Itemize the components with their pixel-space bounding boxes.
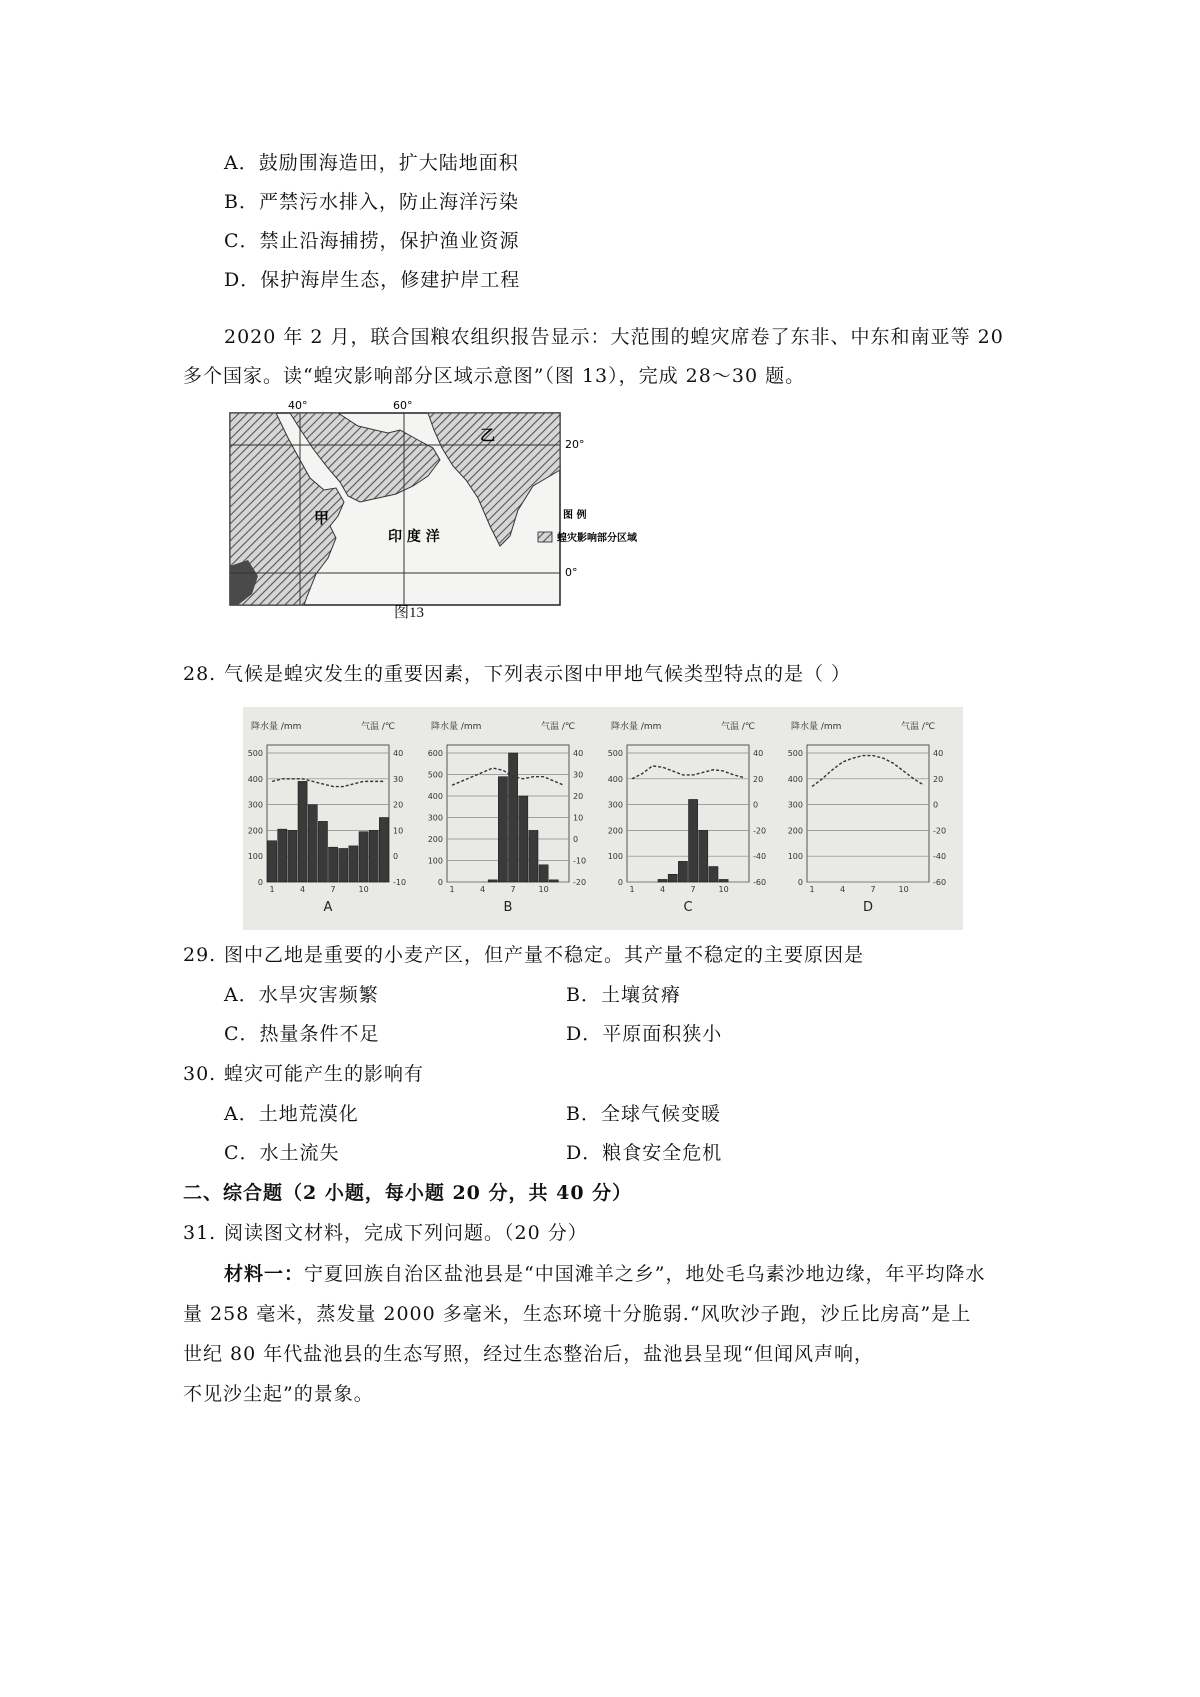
q30-number: 30.	[183, 1063, 217, 1085]
month-tick-A: 7	[330, 885, 336, 894]
precip-tick-B: 100	[427, 856, 443, 866]
q31-material-line-2: 量 258 毫米，蒸发量 2000 多毫米，生态环境十分脆弱.“风吹沙子跑，沙丘比房高”是上	[183, 1303, 972, 1325]
precip-tick-C: 400	[607, 774, 623, 784]
chart-label-D: D	[862, 900, 874, 915]
month-tick-C: 10	[718, 885, 729, 894]
right-axis-title-B: 气温 /℃	[541, 722, 576, 732]
month-tick-B: 7	[510, 885, 516, 894]
precip-bar-B	[498, 777, 507, 882]
month-tick-D: 4	[840, 885, 846, 894]
locust-map-figure	[228, 398, 720, 623]
temp-tick-A: -10	[393, 878, 407, 887]
right-axis-title-D: 气温 /℃	[901, 722, 936, 732]
left-axis-title-A: 降水量 /mm	[251, 722, 302, 732]
precip-tick-B: 500	[427, 770, 443, 780]
temp-tick-C: 0	[753, 800, 759, 810]
temp-tick-D: -20	[933, 826, 947, 836]
intro-line-2: 多个国家。读“蝗灾影响部分区域示意图”（图 13），完成 28～30 题。	[183, 365, 806, 387]
left-axis-title-D: 降水量 /mm	[791, 722, 842, 732]
map-legend-item: 蝗灾影响部分区域	[557, 533, 637, 544]
plot-frame-D	[807, 745, 929, 882]
map-lat-20: 20°	[565, 438, 585, 451]
q29-number: 29.	[183, 944, 217, 966]
precip-tick-A: 0	[257, 878, 263, 887]
month-tick-D: 7	[870, 885, 876, 894]
precip-bar-A	[379, 818, 388, 883]
precip-tick-A: 400	[247, 774, 263, 784]
precip-bar-C	[709, 867, 718, 882]
temp-tick-C: 40	[753, 749, 764, 758]
precip-bar-B	[539, 865, 548, 882]
climate-charts	[243, 707, 963, 930]
month-tick-D: 10	[898, 885, 909, 894]
precip-bar-A	[268, 841, 277, 882]
precip-bar-B	[519, 796, 528, 882]
intro-line-1: 2020 年 2 月，联合国粮农组织报告显示：大范围的蝗灾席卷了东非、中东和南亚等 20	[224, 326, 1004, 348]
precip-bar-A	[318, 821, 327, 882]
precip-tick-D: 500	[787, 749, 803, 758]
q28-number: 28.	[183, 663, 217, 685]
right-axis-title-C: 气温 /℃	[721, 722, 756, 732]
precip-tick-B: 200	[427, 835, 443, 844]
precip-tick-B: 300	[427, 813, 443, 823]
map-label-jia: 甲	[314, 509, 330, 527]
option-a-top: A．鼓励围海造田，扩大陆地面积	[224, 152, 519, 174]
map-label-yi: 乙	[480, 426, 496, 444]
month-tick-C: 7	[690, 885, 696, 894]
temp-tick-A: 10	[393, 826, 404, 836]
chart-label-A: A	[323, 900, 333, 915]
q30-text: 蝗灾可能产生的影响有	[224, 1063, 425, 1085]
precip-tick-C: 100	[607, 852, 623, 862]
map-ocean-label: 印 度 洋	[388, 529, 440, 545]
temp-tick-A: 30	[393, 774, 404, 784]
temp-line-C	[632, 766, 744, 779]
q29-option-a: A．水旱灾害频繁	[224, 984, 379, 1006]
temp-tick-C: 20	[753, 774, 764, 784]
temp-tick-C: -60	[753, 878, 767, 887]
month-tick-B: 10	[538, 885, 549, 894]
precip-bar-A	[339, 848, 348, 882]
chart-label-C: C	[683, 900, 693, 915]
precip-bar-C	[658, 879, 667, 882]
precip-bar-C	[689, 799, 698, 882]
temp-tick-C: -20	[753, 826, 767, 836]
temp-tick-A: 40	[393, 749, 404, 758]
precip-tick-B: 600	[427, 749, 443, 758]
temp-line-B	[452, 768, 564, 785]
temp-tick-A: 0	[393, 852, 399, 862]
q29-option-c: C．热量条件不足	[224, 1023, 380, 1045]
precip-bar-B	[509, 753, 518, 882]
precip-tick-A: 100	[247, 852, 263, 862]
precip-bar-A	[369, 830, 378, 882]
q30-option-b: B．全球气候变暖	[566, 1103, 721, 1125]
right-axis-title-A: 气温 /℃	[361, 722, 396, 732]
temp-line-D	[812, 756, 924, 787]
precip-bar-A	[359, 832, 368, 882]
month-tick-A: 4	[300, 885, 306, 894]
temp-tick-B: 40	[573, 749, 584, 758]
q30-option-a: A．土地荒漠化	[224, 1103, 359, 1125]
month-tick-C: 4	[660, 885, 666, 894]
temp-tick-D: -60	[933, 878, 947, 887]
chart-label-B: B	[503, 900, 513, 915]
precip-bar-C	[678, 861, 687, 882]
temp-tick-A: 20	[393, 800, 404, 810]
precip-bar-A	[288, 830, 297, 882]
month-tick-B: 4	[480, 885, 486, 894]
option-c-top: C．禁止沿海捕捞，保护渔业资源	[224, 230, 520, 252]
temp-tick-D: 0	[933, 800, 939, 810]
temp-line-A	[272, 779, 384, 787]
q31-text: 阅读图文材料，完成下列问题。（20 分）	[224, 1222, 588, 1244]
precip-tick-B: 400	[427, 792, 443, 801]
temp-tick-D: 20	[933, 774, 944, 784]
option-b-top: B．严禁污水排入，防止海洋污染	[224, 191, 519, 213]
q31-material-line-4: 不见沙尘起”的景象。	[183, 1383, 374, 1405]
map-caption: 图13	[394, 605, 425, 621]
precip-tick-C: 0	[617, 878, 623, 887]
precip-tick-C: 300	[607, 800, 623, 810]
precip-bar-A	[308, 805, 317, 882]
precip-tick-C: 500	[607, 749, 623, 758]
plot-frame-C	[627, 745, 749, 882]
precip-bar-B	[549, 880, 558, 882]
precip-bar-A	[298, 781, 307, 882]
precip-bar-C	[668, 874, 677, 882]
plot-frame-B	[447, 745, 569, 882]
precip-tick-B: 0	[437, 878, 443, 887]
climate-charts-panel	[243, 707, 963, 930]
precip-bar-B	[488, 880, 497, 882]
left-axis-title-B: 降水量 /mm	[431, 722, 482, 732]
material-label: 材料一：	[224, 1263, 305, 1285]
temp-tick-B: -20	[573, 878, 587, 887]
temp-tick-B: -10	[573, 856, 587, 866]
temp-tick-B: 0	[573, 835, 579, 844]
section-2-heading: 二、综合题（2 小题，每小题 20 分，共 40 分）	[183, 1182, 633, 1204]
q31-material-line-1	[224, 1262, 985, 1286]
option-d-top: D．保护海岸生态，修建护岸工程	[224, 269, 521, 291]
precip-bar-A	[349, 846, 358, 882]
precip-tick-D: 200	[787, 826, 803, 836]
month-tick-A: 1	[269, 885, 275, 894]
legend-hatch-swatch	[538, 532, 552, 542]
month-tick-A: 10	[358, 885, 369, 894]
precip-bar-C	[699, 830, 708, 882]
precip-tick-A: 200	[247, 826, 263, 836]
q31-material-line-3: 世纪 80 年代盐池县的生态写照，经过生态整治后，盐池县呈现“但闻风声响，	[183, 1343, 874, 1365]
precip-tick-A: 500	[247, 749, 263, 758]
left-axis-title-C: 降水量 /mm	[611, 722, 662, 732]
locust-map	[228, 398, 720, 623]
q28-text: 气候是蝗灾发生的重要因素，下列表示图中甲地气候类型特点的是（ ）	[224, 663, 852, 685]
temp-tick-B: 30	[573, 770, 584, 780]
temp-tick-D: -40	[933, 852, 947, 862]
temp-tick-C: -40	[753, 852, 767, 862]
q29-option-d: D．平原面积狭小	[566, 1023, 723, 1045]
temp-tick-B: 20	[573, 792, 584, 801]
temp-tick-D: 40	[933, 749, 944, 758]
precip-tick-D: 100	[787, 852, 803, 862]
q30-option-d: D．粮食安全危机	[566, 1142, 723, 1164]
precip-tick-D: 400	[787, 774, 803, 784]
q29-text: 图中乙地是重要的小麦产区，但产量不稳定。其产量不稳定的主要原因是	[224, 944, 865, 966]
map-lat-0: 0°	[565, 566, 578, 579]
map-lon-60: 60°	[393, 399, 413, 412]
temp-tick-B: 10	[573, 813, 584, 823]
map-lon-40: 40°	[288, 399, 308, 412]
material-text-1: 宁夏回族自治区盐池县是“中国滩羊之乡”，地处毛乌素沙地边缘，年平均降水	[304, 1263, 986, 1285]
q29-option-b: B．土壤贫瘠	[566, 984, 681, 1006]
month-tick-C: 1	[629, 885, 635, 894]
precip-tick-C: 200	[607, 826, 623, 836]
precip-bar-B	[529, 830, 538, 882]
q30-option-c: C．水土流失	[224, 1142, 340, 1164]
precip-tick-D: 0	[797, 878, 803, 887]
month-tick-D: 1	[809, 885, 815, 894]
precip-tick-D: 300	[787, 800, 803, 810]
map-legend-title: 图 例	[563, 510, 587, 521]
q31-number: 31.	[183, 1222, 217, 1244]
month-tick-B: 1	[449, 885, 455, 894]
precip-bar-A	[278, 829, 287, 882]
precip-bar-A	[329, 847, 338, 882]
precip-bar-C	[719, 879, 728, 882]
precip-tick-A: 300	[247, 800, 263, 810]
